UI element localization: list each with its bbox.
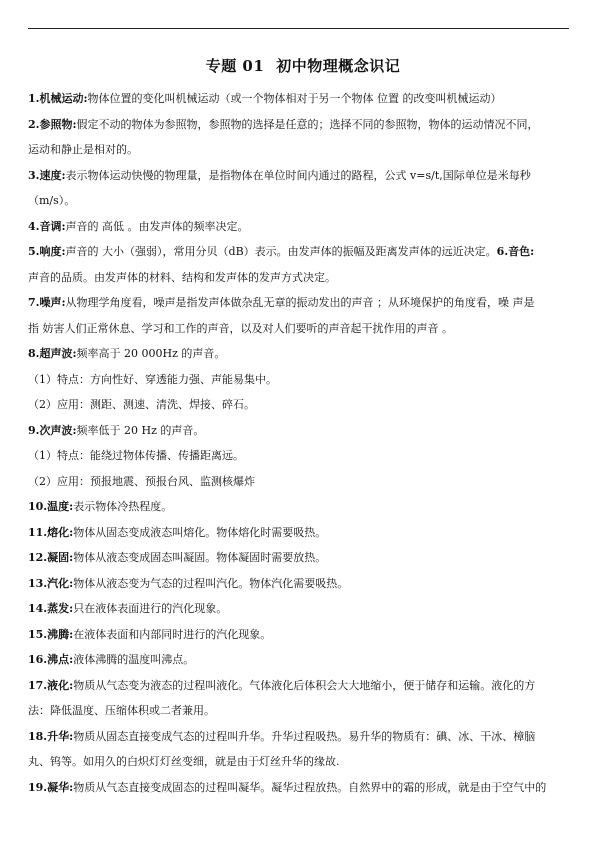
definition-text: 物体位置的变化叫机械运动（或一个物体相对于另一个物体 位置 的改变叫机械运动） — [87, 92, 502, 105]
definition-text: 物体从液态变成固态叫凝固。物体凝固时需要放热。 — [73, 551, 327, 564]
term: 13.汽化: — [28, 576, 74, 590]
definition-line — [28, 239, 574, 265]
definition-line — [28, 724, 574, 750]
definition-text: （2）应用：预报地震、预报台风、监测核爆炸 — [28, 474, 255, 488]
term: 10.温度: — [28, 500, 74, 513]
definition-text: （1）特点：方向性好、穿透能力强、声能易集中。 — [28, 372, 277, 386]
page-title — [0, 55, 606, 76]
definition-text: 声音的 高低 。由发声体的频率决定。 — [65, 219, 249, 233]
definition-line — [28, 290, 574, 316]
definition-line — [28, 571, 574, 597]
continuation-line — [28, 188, 574, 214]
definition-text: 频率低于 20 Hz 的声音。 — [76, 423, 205, 437]
term: 14.蒸发: — [28, 602, 74, 615]
continuation-line — [28, 698, 574, 724]
definition-text: 指 妨害人们正常休息、学习和工作的声音，以及对人们要听的声音起干扰作用的声音 。 — [28, 321, 453, 335]
term: 17.液化: — [28, 678, 74, 692]
definition-line — [28, 622, 574, 648]
sub-item-line — [28, 469, 574, 495]
definition-text: 物体从液态变为气态的过程叫汽化。物体汽化需要吸热。 — [73, 576, 349, 590]
continuation-line — [28, 265, 574, 291]
term: 1.机械运动: — [28, 92, 88, 105]
definition-text: 丸、钨等。如用久的白炽灯灯丝变细，就是由于灯丝升华的缘故. — [28, 755, 340, 768]
definition-line — [28, 596, 574, 622]
definition-text: 频率高于 20 000Hz 的声音。 — [76, 347, 226, 360]
term: 15.沸腾: — [28, 627, 74, 641]
definition-line — [28, 112, 574, 138]
sub-item-line — [28, 392, 574, 418]
continuation-line — [28, 137, 574, 163]
topic-title: 初中物理概念识记 — [276, 57, 401, 75]
definition-line — [28, 647, 574, 673]
definition-text: 声音的品质。由发声体的材料、结构和发声体的发声方式决定。 — [28, 270, 336, 284]
definition-line — [28, 86, 574, 112]
continuation-line — [28, 749, 574, 775]
term: 8.超声波: — [28, 347, 77, 360]
definition-text: 物质从气态变为液态的过程叫液化。气体液化后体积会大大地缩小，便于储存和运输。液化的方 — [73, 678, 536, 692]
definition-line — [28, 673, 574, 699]
definition-text: 物质从固态直接变成气态的过程叫升华。升华过程吸热。易升华的物质有：碘、冰、干冰、樟脑 — [73, 729, 536, 743]
definition-line — [28, 520, 574, 546]
definition-text: 在液体表面和内部同时进行的汽化现象。 — [73, 627, 272, 641]
definition-line — [28, 545, 574, 571]
definition-text: 表示物体运动快慢的物理量，是指物体在单位时间内通过的路程，公式 v=s/t,国际单位是米每秒 — [65, 168, 531, 182]
term: 4.音调: — [28, 219, 66, 233]
definition-line — [28, 494, 574, 520]
concept-list — [28, 86, 574, 800]
topic-number: 专题 01 — [205, 57, 265, 75]
term: 9.次声波: — [28, 423, 77, 437]
term: 2.参照物: — [28, 117, 77, 131]
definition-text: 物质从气态直接变成固态的过程叫凝华。凝华过程放热。自然界中的霜的形成，就是由于空气中的 — [73, 780, 547, 794]
definition-text: 运动和静止是相对的。 — [28, 143, 138, 156]
term: 5.响度: — [28, 245, 66, 258]
definition-text: 表示物体冷热程度。 — [73, 500, 173, 513]
definition-line — [28, 214, 574, 240]
header-rule — [28, 28, 569, 29]
term: 3.速度: — [28, 168, 66, 182]
term: 12.凝固: — [28, 551, 74, 564]
definition-text: （m/s）。 — [28, 194, 76, 207]
term: 11.熔化: — [28, 525, 74, 539]
definition-text: （1）特点：能绕过物体传播、传播距离远。 — [28, 449, 244, 462]
definition-text: 假定不动的物体为参照物，参照物的选择是任意的；选择不同的参照物，物体的运动情况不同， — [76, 117, 539, 131]
term-secondary: 6.音色: — [496, 245, 535, 258]
term: 19.凝华: — [28, 780, 74, 794]
definition-line — [28, 341, 574, 367]
definition-text: 法：降低温度、压缩体积或二者兼用。 — [28, 704, 215, 717]
definition-text: 物体从固态变成液态叫熔化。物体熔化时需要吸热。 — [73, 525, 327, 539]
term: 7.噪声: — [28, 296, 66, 309]
term: 18.升华: — [28, 729, 74, 743]
definition-text: 只在液体表面进行的汽化现象。 — [73, 602, 228, 615]
definition-line — [28, 163, 574, 189]
definition-text: 液体沸腾的温度叫沸点。 — [73, 653, 195, 666]
term: 16.沸点: — [28, 653, 74, 666]
definition-text: （2）应用：测距、测速、清洗、焊接、碎石。 — [28, 398, 255, 411]
continuation-line — [28, 316, 574, 342]
definition-text: 声音的 大小（强弱），常用分贝（dB）表示。由发声体的振幅及距离发声体的远近决定。 — [65, 245, 497, 258]
sub-item-line — [28, 443, 574, 469]
sub-item-line — [28, 367, 574, 393]
definition-line — [28, 775, 574, 801]
definition-line — [28, 418, 574, 444]
definition-text: 从物理学角度看，噪声是指发声体做杂乱无章的振动发出的声音 ；从环境保护的角度看，噪 声是 — [65, 296, 535, 309]
